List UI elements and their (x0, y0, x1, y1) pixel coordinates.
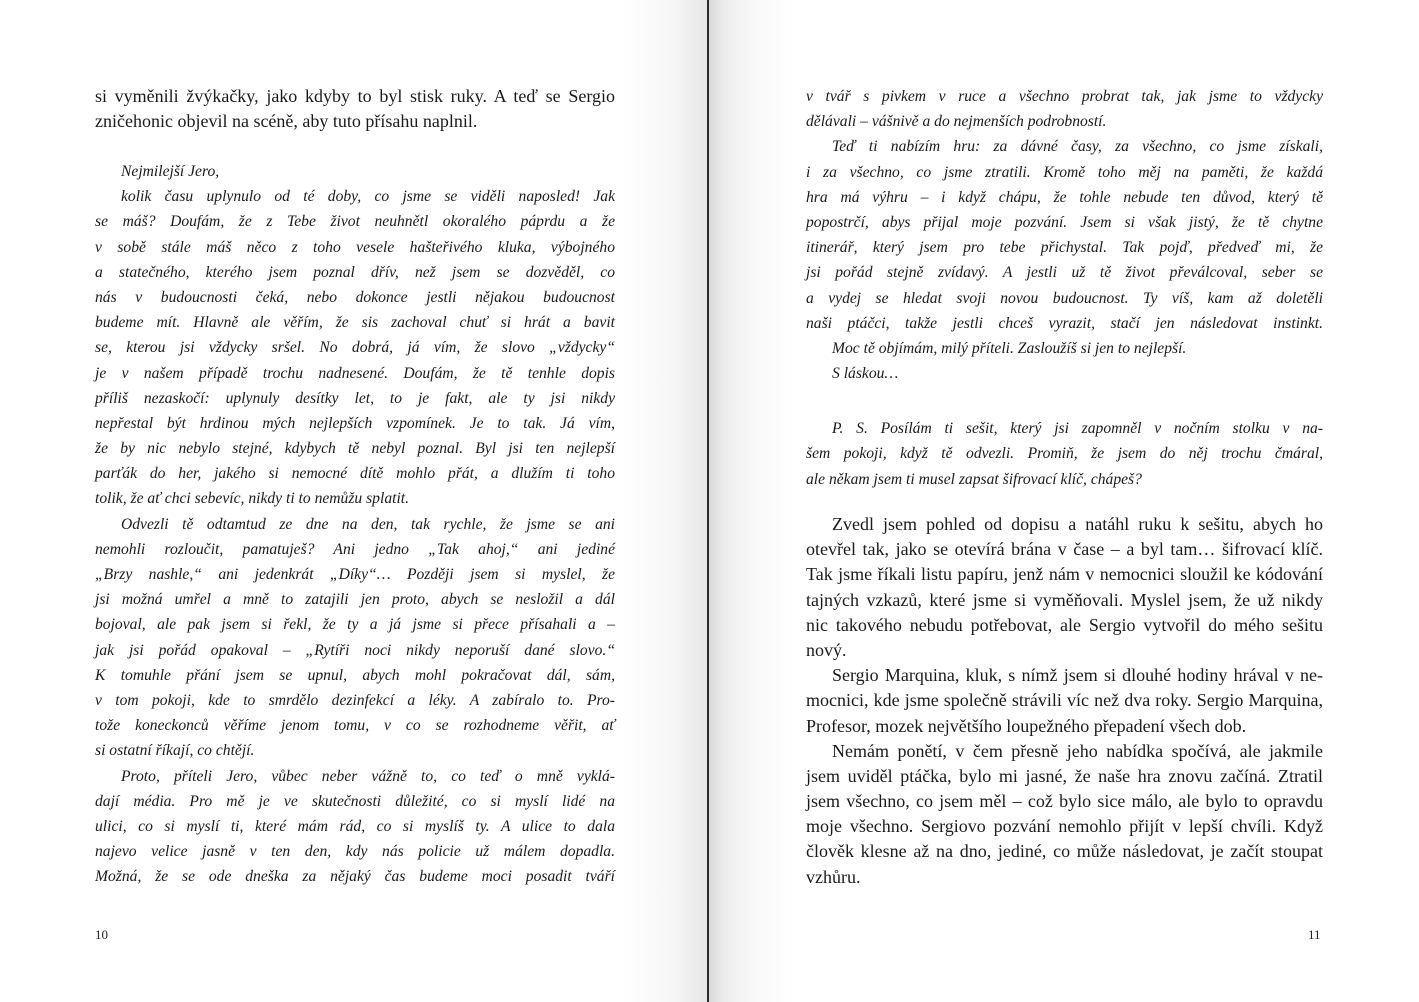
text-line: že by nic nebylo stejné, kdybych tě nebyl poznal. Byl jsi ten nejlepší (95, 440, 615, 458)
text-line: ulici, co si myslí ti, které mám rád, co si myslíš ty. A ulice to dala (95, 817, 615, 835)
text-line: naši ptáčci, takže jestli chceš vyrazit, stačí jen následovat instinkt. (806, 314, 1323, 332)
text-line: moje všechno. Sergiovo pozvání nemohlo přijít v lepší chvíli. Když (806, 816, 1323, 837)
text-line: si vyměnili žvýkačky, jako kdyby to byl stisk ruky. A teď se Sergio (95, 86, 615, 106)
left-letter (95, 159, 615, 889)
text-line: i za všechno, co jsme ztratili. Kromě toho měj na paměti, že každá (806, 163, 1323, 181)
text-line: Tak jsme říkali listu papíru, jenž nám v nemocnici sloužil ke kódování (806, 564, 1323, 585)
text-line: jsem uviděl ptáčka, bylo mi jasné, že naše hra znovu začíná. Ztratil (806, 765, 1323, 786)
text-line: nový. (806, 639, 847, 660)
page-number-left: 10 (95, 927, 108, 942)
text-line: hra má výhru – i když chápu, že tohle nebude ten důvod, který tě (806, 188, 1323, 206)
text-line: dají média. Pro mě je ve skutečnosti důležité, co si myslí lidé na (95, 792, 615, 810)
text-line: jsem všechno, co jsem měl – což bylo sice málo, ale bylo to opravdu (806, 791, 1323, 812)
text-line: si ostatní říkají, co chtějí. (95, 742, 255, 760)
right-letter (806, 84, 1323, 492)
text-line: nemohli rozloučit, pamatuješ? Ani jedno „Tak ahoj,“ ani jediné (95, 540, 615, 558)
text-line: se máš? Doufám, že z Tebe život neuhnětl okoralého páprdu a že (95, 213, 615, 231)
text-line: Proto, příteli Jero, vůbec neber vážně to, co teď o mně vyklá- (121, 767, 615, 785)
left-top-paragraph (95, 84, 615, 134)
text-line: v tvář s pivkem v ruce a všechno probrat tak, jak jsme to vždycky (806, 88, 1323, 105)
text-line: je v našem případě trochu nadnesené. Doufám, že tě tenhle dopis (95, 364, 615, 382)
letter-closing: Moc tě objímám, milý příteli. Zasloužíš si jen to nejlepší. (832, 339, 1187, 357)
text-line: v sobě stále máš něco z toho vesele hašteřivého kluka, výbojného (95, 238, 615, 256)
text-line: jsi možná umřel a mně to zatajili jen proto, abych se nesložil a dál (95, 591, 615, 609)
postscript-line: šem pokoji, když tě odvezli. Promiň, že jsem do něj trochu čmáral, (806, 445, 1323, 463)
text-line: jsi pořád stejně zvídavý. A jestli už tě život převálcoval, seber se (806, 264, 1323, 282)
text-line: budeme mít. Hlavně ale věřím, že sis zachoval chuť si hrát a bavit (95, 314, 615, 332)
text-line: Teď ti nabízím hru: za dávné časy, za všechno, co jsme získali, (832, 138, 1323, 156)
text-line: parťák do her, jakého si nemocné dítě mohlo přát, a dlužím ti toho (95, 465, 615, 483)
right-body (806, 512, 1323, 890)
text-line: Zvedl jsem pohled od dopisu a natáhl ruku k sešitu, abych ho (832, 514, 1323, 534)
text-line: a statečného, kterého jsem poznal dřív, než jsem se dozvěděl, co (95, 263, 615, 281)
text-line: v tom pokoji, kde to smrdělo dezinfekcí a léky. A zabíralo to. Pro- (95, 691, 615, 709)
text-line: se, kterou jsi vždycky sršel. No dobrá, já vím, že slovo „vždycky“ (95, 339, 615, 357)
text-line: otevřel tak, jako se otevírá brána v čase – a byl tam… šifrovací klíč. (806, 539, 1323, 560)
text-line: Sergio Marquina, kluk, s nímž jsem si dlouhé hodiny hrával v ne- (832, 665, 1323, 686)
text-line: bojoval, ale pak jsem si řekl, že ty a já jsme si přece přísahali a – (95, 616, 615, 634)
text-line: zničehonic objevil na scéně, aby tuto přísahu naplnil. (95, 111, 478, 132)
text-line: K tomuhle přání jsem se upnul, abych mohl pokračovat dál, sám, (95, 666, 615, 684)
text-line: Profesor, mozek největšího loupežného přepadení všech dob. (806, 715, 1247, 736)
text-line: nepřestal být hrdinou mých nejlepších vzpomínek. Je to tak. Já vím, (95, 414, 615, 432)
text-line: dělávali – vášnivě a do nejmenších podrobností. (806, 113, 1107, 131)
text-line: Nemám ponětí, v čem přesně jeho nabídka spočívá, ale jakmile (832, 740, 1323, 761)
text-line: člověk klesne až na dno, jediné, co může následovat, je začít stoupat (806, 841, 1323, 862)
page-number-right: 11 (1308, 927, 1321, 942)
text-line: jak jsi pořád opakoval – „Rytíři noci nikdy neporuší dané slovo.“ (95, 641, 615, 659)
text-line: Možná, že se ode dneška za nějaký čas budeme moci posadit tváří (95, 868, 615, 886)
left-page (0, 0, 708, 1002)
right-page (709, 0, 1419, 1002)
letter-signoff: S láskou… (832, 365, 899, 383)
text-line: „Brzy nashle,“ ani jedenkrát „Díky“… Později jsem si myslel, že (95, 566, 615, 583)
text-line: mocnici, kde jsme společně strávili víc než dva roky. Sergio Marquina, (806, 690, 1323, 711)
text-line: tolik, že ať chci sebevíc, nikdy ti to nemůžu splatit. (95, 490, 410, 508)
letter-salutation: Nejmilejší Jero, (121, 163, 220, 180)
postscript-line: P. S. Posílám ti sešit, který jsi zapomněl v nočním stolku v na- (832, 420, 1323, 438)
text-line: itinerář, který jsem pro tebe přichystal. Tak pojď, předveď mi, že (806, 239, 1323, 257)
text-line: nic takového nebudu potřebovat, ale Sergio vytvořil do mého sešitu (806, 614, 1323, 635)
text-line: tajných vzkazů, které jsme si vyměňovali. Myslel jsem, že už nikdy (806, 589, 1323, 610)
text-line: vzhůru. (806, 866, 861, 887)
text-line: nás v budoucnosti čeká, nebo dokonce jestli nějakou budoucnost (95, 288, 615, 306)
text-line: tože koneckonců věříme jenom tomu, v co se rozhodneme věřit, ať (95, 717, 615, 735)
text-line: a vydej se hledat svoji novou budoucnost. Ty víš, kam až doletěli (806, 289, 1323, 307)
text-line: příliš nezaskočí: uplynuly desítky let, to je fakt, ale ty jsi nikdy (95, 389, 615, 407)
text-line: najevo velice jasně v ten den, kdy nás policie už málem dopadla. (95, 843, 615, 861)
text-line: popostrčí, abys přijal moje pozvání. Jsem si však jistý, že tě chytne (806, 213, 1323, 231)
postscript-line: ale někam jsem ti musel zapsat šifrovací klíč, chápeš? (806, 470, 1142, 488)
text-line: kolik času uplynulo od té doby, co jsme se viděli naposled! Jak (121, 188, 615, 206)
text-line: Odvezli tě odtamtud ze dne na den, tak rychle, že jsme se ani (121, 515, 615, 533)
